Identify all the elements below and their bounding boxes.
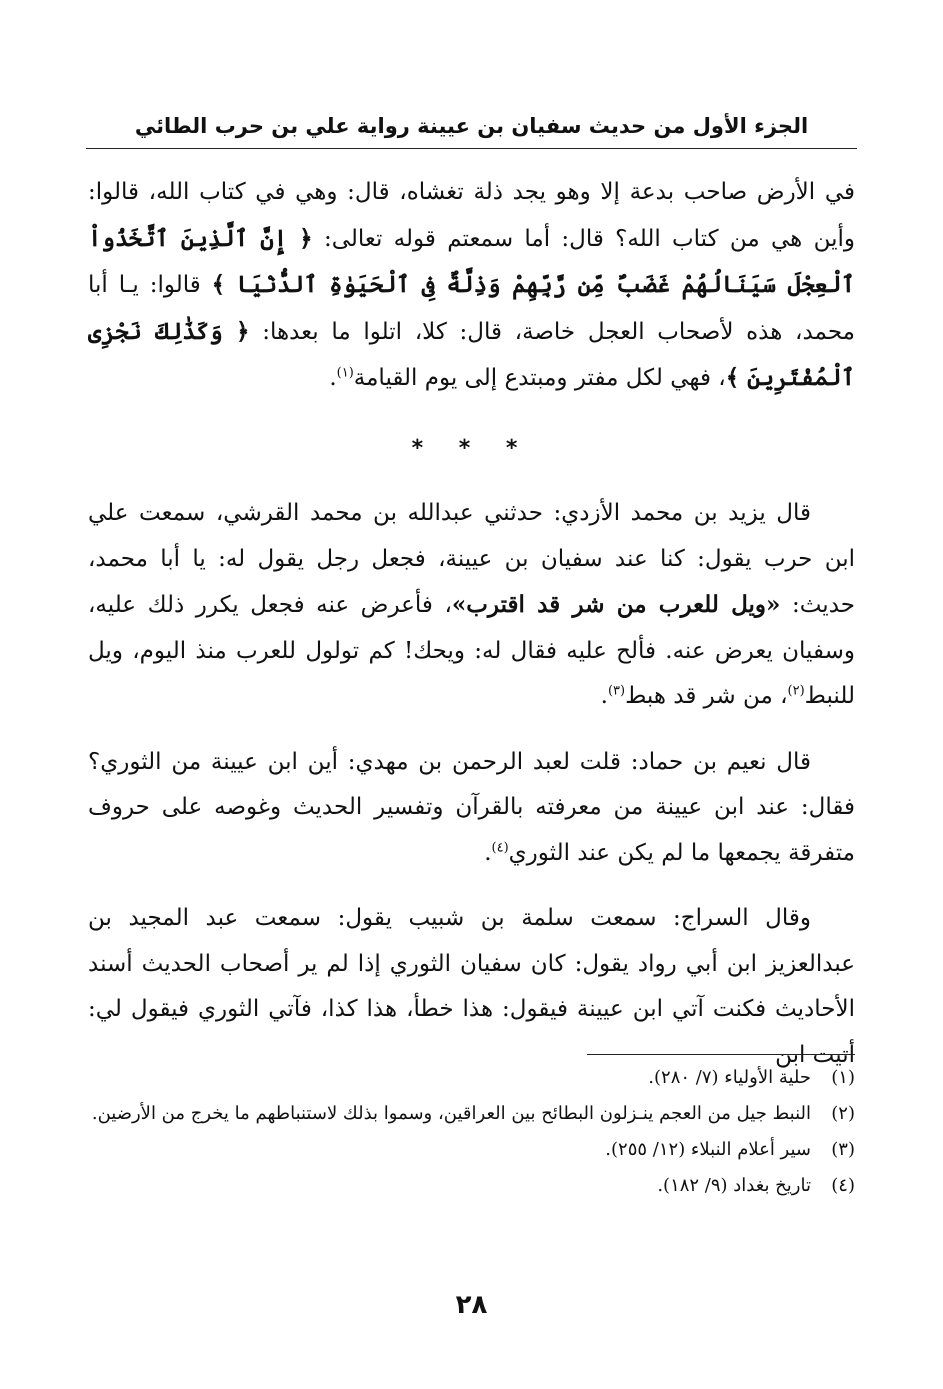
quran-verse-2: ﴿ وَكَذَٰلِكَ نَجْزِى ٱلْمُفْتَرِينَ ﴾	[88, 317, 855, 391]
footnote-text: تاريخ بغداد (٩/ ١٨٢).	[657, 1175, 811, 1196]
footnote-divider	[587, 1054, 855, 1055]
paragraph-2	[88, 491, 855, 720]
footnote-text: النبط جيل من العجم ينـزلون البطائح بين العراقين، وسموا بذلك لاستنباطهم ما يخرج من الأرضين.	[91, 1103, 811, 1124]
paragraph-4-text: وقال السراج: سمعت سلمة بن شبيب يقول: سمعت عبد المجيد بن عبدالعزيز ابن أبي رواد يقول: كان سفيان الثوري إذا لم ير أصحاب الحديث أسند الأحاديث فكنت آتي ابن عيينة فيقول: هذا خطأ، هذا كذا، فآتي الثوري فيقول لي: أتيت ابن	[88, 905, 855, 1068]
footnote-number: (٤)	[831, 1175, 855, 1196]
paragraph-3	[88, 740, 855, 877]
hadith-quote: «ويل للعرب من شر قد اقترب»	[451, 591, 781, 618]
footnotes	[88, 1060, 855, 1204]
paragraph-1	[88, 170, 855, 402]
footnote-number: (٣)	[831, 1139, 855, 1160]
page-number: ٢٨	[455, 1290, 488, 1320]
header-divider	[86, 148, 857, 149]
footnote-ref-4[interactable]: (٤)	[491, 839, 509, 855]
footnote-ref-2[interactable]: (٢)	[787, 683, 805, 699]
paragraph-1-text-a: في الأرض صاحب بدعة إلا وهو يجد ذلة تغشاه، قال: وهي في كتاب الله، قالوا: وأين هي من كتاب الله؟ قال: أما سمعتم قوله تعالى:	[88, 179, 855, 252]
section-separator: * * *	[411, 435, 532, 461]
footnote-text: حلية الأولياء (٧/ ٢٨٠).	[648, 1067, 811, 1088]
paragraph-gap	[88, 876, 855, 896]
footnote-2	[88, 1096, 855, 1132]
paragraph-1-text-b: قالوا: يـا أبا محمد، هذه لأصحاب العجل خاصة، قال: كلا، اتلوا ما بعدها:	[88, 272, 856, 345]
paragraph-1-text-c: ، فهي لكل مفتر ومبتدع إلى يوم القيامة	[353, 365, 726, 391]
footnote-4	[88, 1168, 855, 1204]
paragraph-2-text-c: ، من شر قد هبط	[625, 683, 788, 709]
paragraph-3-text: قال نعيم بن حماد: قلت لعبد الرحمن بن مهدي: أين ابن عيينة من الثوري؟ فقال: عند ابن عيينة من معرفته بالقرآن وتفسير الحديث وغوصه على حروف متفرقة يجمعها ما لم يكن عند الثوري	[88, 748, 855, 866]
main-text	[88, 170, 855, 1078]
footnote-number: (١)	[831, 1067, 855, 1088]
footnote-3	[88, 1132, 855, 1168]
footnote-number: (٢)	[831, 1103, 855, 1124]
footnote-ref-1[interactable]: (١)	[336, 365, 354, 381]
paragraph-1-end: .	[329, 365, 337, 391]
paragraph-3-end: .	[484, 839, 492, 866]
paragraph-4	[88, 896, 855, 1078]
footnote-text: سير أعلام النبلاء (١٢/ ٢٥٥).	[605, 1139, 811, 1160]
paragraph-2-text-b: ، فأعرض عنه فجعل يكرر ذلك عليه، وسفيان يعرض عنه. فألح عليه فقال له: ويحك! كم تولول للعرب منذ اليوم، ويل للنبط	[88, 592, 855, 709]
paragraph-gap	[88, 720, 855, 740]
running-header: الجزء الأول من حديث سفيان بن عيينة رواية علي بن حرب الطائي	[134, 114, 809, 138]
paragraph-2-end: .	[600, 683, 608, 709]
footnote-1	[88, 1060, 855, 1096]
footnote-ref-3[interactable]: (٣)	[607, 683, 626, 699]
paragraph-2-text-a: قال يزيد بن محمد الأزدي: حدثني عبدالله بن محمد القرشي، سمعت علي ابن حرب يقول: كنا عند سفيان بن عيينة، فجعل رجل يقول له: يا أبا محمد، حديث:	[88, 500, 855, 618]
quran-verse-1: ﴿ إِنَّ ٱلَّذِينَ ٱتَّخَذُواْ ٱلْعِجْلَ سَيَنَالُهُمْ غَضَبٌ مِّن رَّبِّهِمْ وَذِلَّةٌ فِى ٱلْحَيَوٰةِ ٱلدُّنْيَا ﴾	[88, 224, 855, 298]
